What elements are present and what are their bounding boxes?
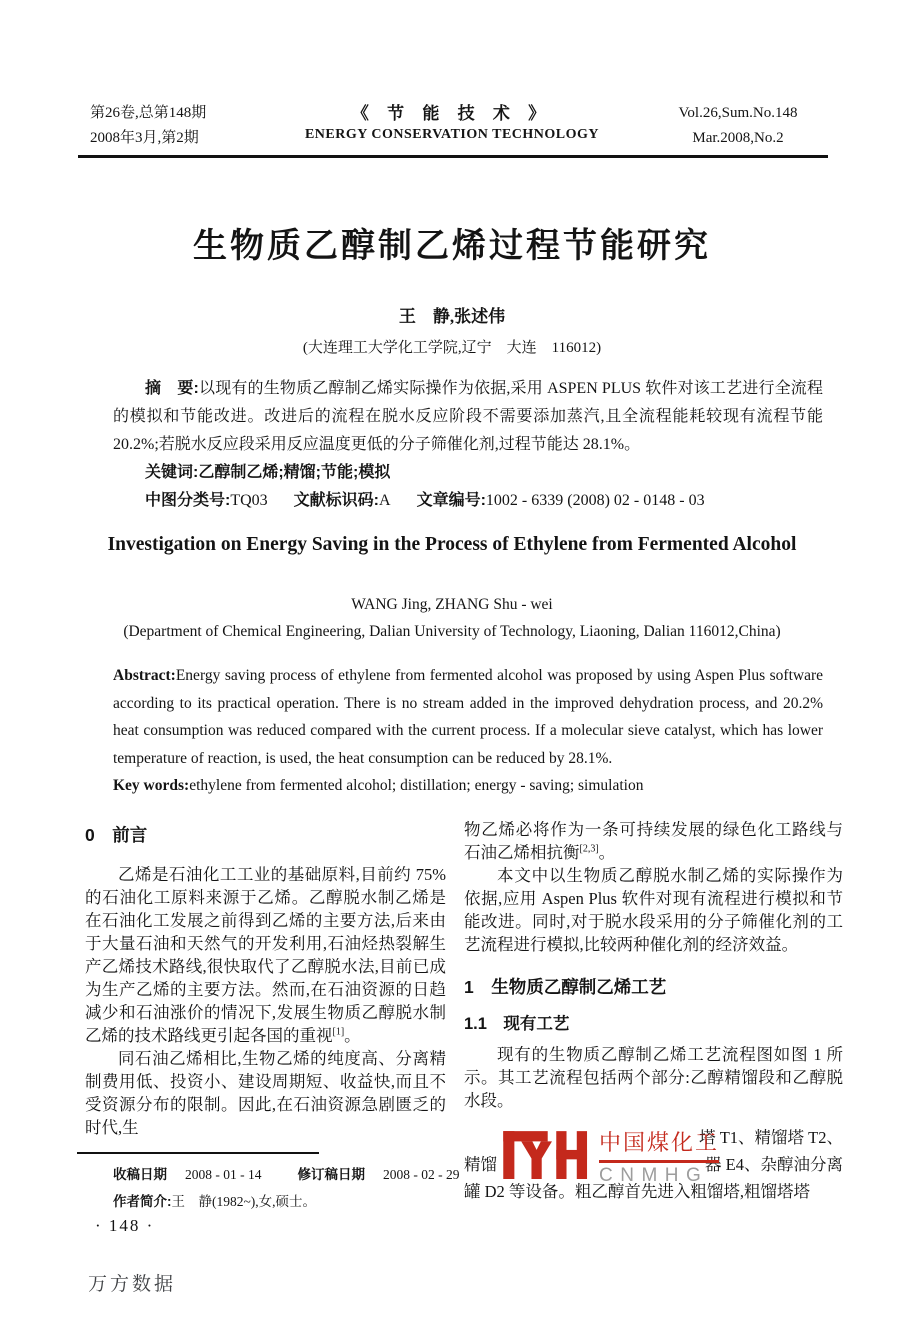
received-date-value: 2008 - 01 - 14 — [185, 1167, 262, 1182]
doc-code-label: 文献标识码: — [293, 492, 380, 509]
citation-ref-1: [1] — [332, 1026, 345, 1038]
text-fragment-line3: 罐 D2 等设备。粗乙醇首先进入粗馏塔,粗馏塔塔 — [464, 1182, 811, 1201]
text-fragment-line1: 塔 T1、精馏塔 T2、 — [699, 1128, 843, 1147]
keywords-en-text: ethylene from fermented alcohol; distillation; energy - saving; simulation — [189, 777, 644, 794]
paragraph-2-cont-tail: 。 — [598, 843, 616, 862]
header-vol-en — [648, 101, 828, 151]
issue-line: 2008年3月,第2期 — [90, 130, 199, 146]
revised-date-label: 修订稿日期 — [297, 1167, 365, 1182]
footnote-rule — [77, 1152, 319, 1154]
keywords-en — [113, 772, 823, 800]
article-id-value: 1002 - 6339 (2008) 02 - 0148 - 03 — [485, 492, 705, 509]
author-bio-label: 作者简介: — [113, 1194, 172, 1209]
journal-title-cn: 《 节 能 技 术 》 — [351, 104, 553, 123]
author-bio-value: 王 静(1982~),女,硕士。 — [171, 1194, 317, 1209]
date-line-en: Mar.2008,No.2 — [692, 130, 784, 146]
volume-line: 第26卷,总第148期 — [90, 105, 207, 121]
keywords-cn-label: 关键词: — [145, 464, 199, 481]
page-title: 生物质乙醇制乙烯过程节能研究 — [193, 228, 711, 265]
page-number: · 148 · — [95, 1216, 155, 1235]
paragraph-1 — [85, 863, 446, 1047]
paragraph-4: 现有的生物质乙醇制乙烯工艺流程图如图 1 所示。其工艺流程包括两个部分:乙醇精馏段和乙醇脱水段。 — [464, 1045, 843, 1110]
journal-title-en: ENERGY CONSERVATION TECHNOLOGY — [304, 127, 600, 142]
footnote-dates — [113, 1163, 460, 1183]
paragraph-2: 同石油乙烯相比,生物乙烯的纯度高、分离精制费用低、投资小、建设周期短、收益快,而且不受资源分布的限制。因此,在石油资源急剧匮乏的时代,生 — [85, 1049, 446, 1137]
citation-ref-2-3: [2,3] — [579, 843, 599, 855]
revised-date-value: 2008 - 02 - 29 — [383, 1167, 460, 1182]
abstract-en — [113, 662, 823, 772]
paragraph-1-tail: 。 — [344, 1026, 361, 1045]
clc-label: 中图分类号: — [145, 492, 231, 509]
paragraph-3: 本文中以生物质乙醇脱水制乙烯的实际操作为依据,应用 Aspen Plus 软件对现有流程进行模拟和节能改进。同时,对于脱水段采用的分子筛催化剂的工艺流程进行模拟,比较两种催化剂的经济效益。 — [464, 866, 843, 954]
keywords-cn-text: 乙醇制乙烯;精馏;节能;模拟 — [198, 464, 391, 481]
wanfang-data-brand: 万方数据 — [88, 1274, 177, 1295]
abstract-cn-block — [113, 375, 823, 515]
abstract-en-block — [113, 662, 823, 800]
watermark-en-text: CNMHG — [599, 1165, 709, 1186]
footnote-bio — [113, 1190, 316, 1210]
classification-line — [113, 487, 823, 515]
section-0-heading: 0 前言 — [85, 825, 148, 845]
paragraph-1-text: 乙烯是石油化工工业的基础原料,目前约 75%的石油化工原料来源于乙烯。乙醇脱水制乙烯是在石油化工发展之前得到乙烯的主要方法,后来由于大量石油和天然气的开发利用,石油烃热裂解生产乙烯技术路线,很快取代了乙醇脱水法,目前已成为生产乙烯的主要方法。然而,在石油资源的日趋减少和石油涨价的情况下,发展生物质乙醇脱水制乙烯的技术路线更引起各国的重视 — [85, 865, 446, 1045]
text-fragment-line2-left: 精馏 — [464, 1155, 497, 1174]
section-1-heading: 1 生物质乙醇制乙烯工艺 — [464, 977, 667, 997]
authors-en: WANG Jing, ZHANG Shu - wei — [351, 596, 553, 613]
vol-line-en: Vol.26,Sum.No.148 — [678, 105, 798, 121]
clc-value: TQ03 — [230, 492, 268, 509]
watermark-text — [599, 1126, 719, 1187]
keywords-en-label: Key words: — [113, 777, 190, 794]
paragraph-2-continued — [464, 818, 843, 864]
abstract-en-label: Abstract: — [113, 667, 176, 684]
watermark-cn-text: 中国煤化工 — [599, 1126, 719, 1163]
affiliation-en: (Department of Chemical Engineering, Dalian University of Technology, Liaoning, Dalian 116012,China) — [123, 623, 781, 640]
coal-chem-watermark — [503, 1126, 719, 1187]
abstract-cn-label: 摘 要: — [145, 380, 199, 397]
header-rule — [78, 155, 828, 158]
affiliation-cn: (大连理工大学化工学院,辽宁 大连 116012) — [302, 340, 602, 356]
section-1-1-heading: 1.1 现有工艺 — [464, 1015, 570, 1033]
received-date-label: 收稿日期 — [113, 1167, 167, 1182]
abstract-cn — [113, 375, 823, 459]
abstract-cn-text: 以现有的生物质乙醇制乙烯实际操作为依据,采用 ASPEN PLUS 软件对该工艺进行全流程的模拟和节能改进。改进后的流程在脱水反应阶段不需要添加蒸汽,且全流程能耗较现有流程节能 20.2%;若脱水反应段采用反应温度更低的分子筛催化剂,过程节能达 28.1%。 — [113, 380, 823, 453]
left-column — [85, 820, 446, 1139]
abstract-en-text: Energy saving process of ethylene from fermented alcohol was proposed by using Aspen Plus software according to its practical operation. There is no stream added in the improved dehydration process, and 20.2% heat consumption was reduced compared with the current process. If a molecular sieve catalyst, which has lower temperature of reaction, is used, the heat consumption can be reduced by 28.1%. — [113, 667, 823, 767]
doc-code-value: A — [379, 492, 391, 509]
keywords-cn — [113, 459, 823, 487]
text-fragment-line2-right: 器 E4、杂醇油分离 — [705, 1155, 843, 1174]
coal-chem-logo-icon — [503, 1126, 589, 1179]
article-id-label: 文章编号: — [416, 492, 486, 509]
authors-cn: 王 静,张述伟 — [398, 307, 506, 326]
paragraph-2-cont-text: 物乙烯必将作为一条可持续发展的绿色化工路线与石油乙烯相抗衡 — [464, 820, 843, 862]
title-en: Investigation on Energy Saving in the Process of Ethylene from Fermented Alcohol — [107, 534, 797, 555]
